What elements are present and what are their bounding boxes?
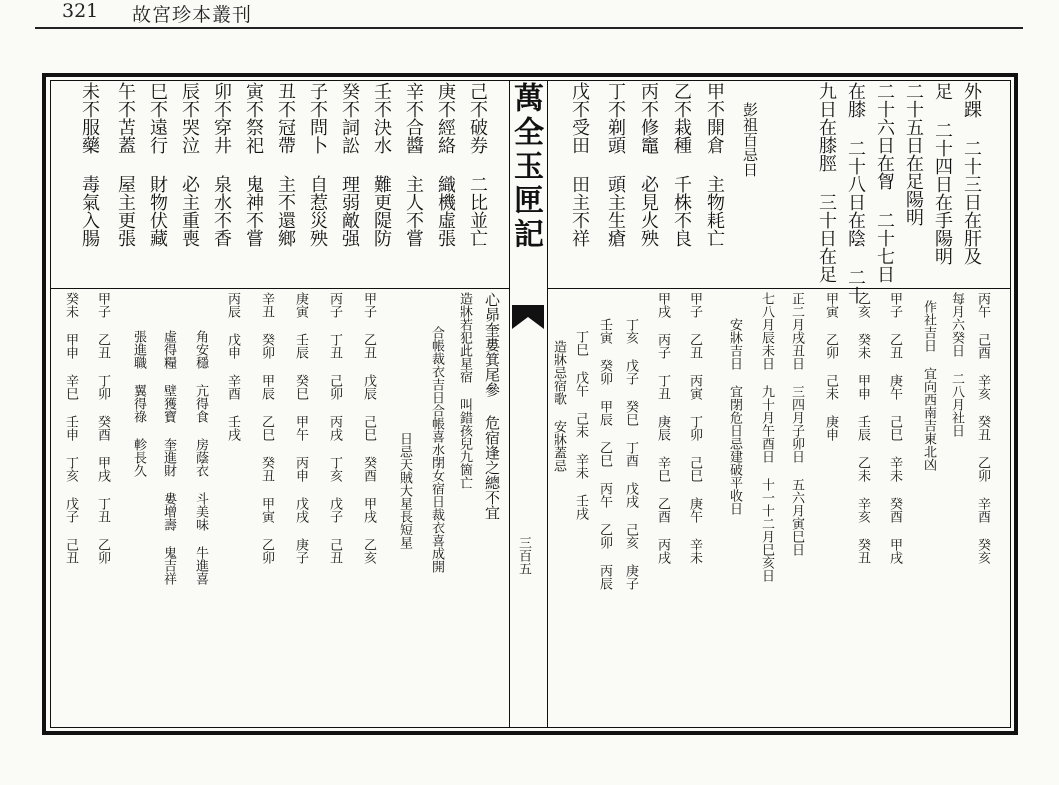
- text-column: 心昴奎婁箕尾參 危宿逢之總不宜: [483, 292, 501, 520]
- text-column: 足 二十四日在手陽明: [932, 82, 953, 265]
- text-column: 甲子 乙丑 丙寅 丁卯 己巳 庚午 辛未: [687, 292, 702, 564]
- text-column: 造牀忌宿歌 安牀蓋忌: [551, 340, 566, 472]
- text-column: 二十六日在胷 二十七日: [874, 82, 895, 283]
- fishtail-mark: [512, 305, 544, 329]
- text-column: 卯不穿井 泉水不香: [211, 82, 232, 247]
- text-column: 日忌天賊大星長短星: [397, 432, 412, 549]
- text-column: 己不破券 二比並亡: [467, 82, 488, 247]
- text-column: 壬不決水 難更隄防: [371, 82, 392, 247]
- left-section-rule: [50, 288, 509, 289]
- header-rule: [35, 27, 1023, 29]
- text-column: 乙亥 癸未 甲申 壬辰 乙未 辛亥 癸丑: [855, 292, 870, 564]
- text-column: 外踝 二十三日在肝及: [961, 82, 982, 265]
- text-column: 壬寅 癸卯 甲辰 乙巳 丙午 乙卯 丙辰: [597, 318, 612, 590]
- text-column: 癸未 甲申 辛巳 壬申 丁亥 戊子 己丑: [63, 292, 78, 564]
- text-column: 辛丑 癸卯 甲辰 乙巳 癸丑 甲寅 乙卯: [259, 292, 274, 564]
- page-header: [20, 0, 1020, 26]
- section-heading: 彭祖百忌日: [741, 102, 759, 177]
- text-column: 每月六癸日 二八月社日: [949, 292, 964, 437]
- text-column: 丙辰 戊申 辛酉 壬戌: [225, 292, 240, 441]
- text-column: 庚寅 壬辰 癸巳 甲午 丙申 戊戌 庚子: [293, 292, 308, 564]
- text-column: 庚不經絡 織機虛張: [435, 82, 456, 247]
- book-name: 萬全玉匣記: [508, 82, 543, 252]
- text-column: 正二月戌丑日 三四月子卯日 五六月寅巳日: [789, 292, 804, 556]
- text-column: 角安穩 亢得食 房蔭衣 斗美味 牛進喜: [193, 330, 208, 585]
- text-column: 甲戌 丙子 丁丑 庚辰 辛巳 乙酉 丙戌: [655, 292, 670, 564]
- text-column: 戊不受田 田主不祥: [569, 82, 590, 247]
- text-column: 合帳裁衣吉日合帳喜水閉女宿日裁衣喜成開: [429, 326, 444, 573]
- text-column: 張進職 翼得祿 軫長久: [131, 330, 146, 477]
- text-column: 虛得糧 壁獲寶 奎進財 婁增壽 鬼吉祥: [161, 330, 176, 585]
- text-column: 丁不剃頭 頭主生瘡: [605, 82, 626, 247]
- text-column: 安牀吉日 宜閉危日忌建破平收日: [727, 318, 742, 515]
- text-column: 午不苫蓋 屋主更張: [115, 82, 136, 247]
- text-column: 丑不冠帶 主不還鄉: [275, 82, 296, 247]
- right-section-rule: [547, 288, 1010, 289]
- text-column: 丙午 己酉 辛亥 癸丑 乙卯 辛酉 癸亥: [975, 292, 990, 564]
- text-column: 甲子 乙丑 戊辰 己巳 癸酉 甲戌 乙亥: [361, 292, 376, 564]
- text-column: 九日在膝脛 三十日在足: [816, 82, 837, 283]
- text-column: 癸不詞訟 理弱敵强: [339, 82, 360, 247]
- folio-number: 三百五: [516, 536, 531, 575]
- text-column: 子不問卜 自惹災殃: [307, 82, 328, 247]
- text-column: 巳不遠行 財物伏藏: [147, 82, 168, 247]
- text-column: 丁亥 戊子 癸巳 丁酉 戊戌 己亥 庚子: [623, 318, 638, 590]
- text-column: 乙不栽種 千株不良: [671, 82, 692, 247]
- text-column: 寅不祭祀 鬼神不嘗: [243, 82, 264, 247]
- text-column: 造牀若犯此星宿 叫錯孩兒九箇亡: [457, 292, 472, 489]
- text-column: 辰不哭泣 必主重喪: [179, 82, 200, 247]
- text-column: 丙子 丁丑 己卯 丙戌 丁亥 戊子 己丑: [327, 292, 342, 564]
- text-column: 丁巳 戊午 己未 辛未 壬戌: [573, 330, 588, 520]
- text-column: 甲子 乙丑 庚午 己巳 辛未 癸酉 甲戌: [887, 292, 902, 564]
- text-column: 作社吉日 宜向西南吉東北凶: [921, 300, 936, 471]
- text-column: 在膝 二十八日在陰 二十: [845, 82, 866, 304]
- book-series-title: 故宮珍本叢刊: [132, 4, 253, 26]
- text-column: 甲寅 乙卯 己未 庚申: [823, 292, 838, 441]
- text-column: 七八月辰未日 九十月午酉日 十一十二月巳亥日: [759, 292, 774, 582]
- text-column: 甲不開倉 主物耗亡: [704, 82, 725, 247]
- center-right-rule: [547, 80, 548, 728]
- text-column: 辛不合醬 主人不嘗: [403, 82, 424, 247]
- text-column: 甲子 乙丑 丁卯 癸酉 甲戌 丁丑 乙卯: [95, 292, 110, 564]
- text-column: 未不服藥 毒氣入腸: [79, 82, 100, 247]
- page-number: 321: [62, 0, 99, 22]
- text-column: 二十五日在足陽明: [903, 82, 924, 226]
- text-column: 丙不修竈 必見火殃: [638, 82, 659, 247]
